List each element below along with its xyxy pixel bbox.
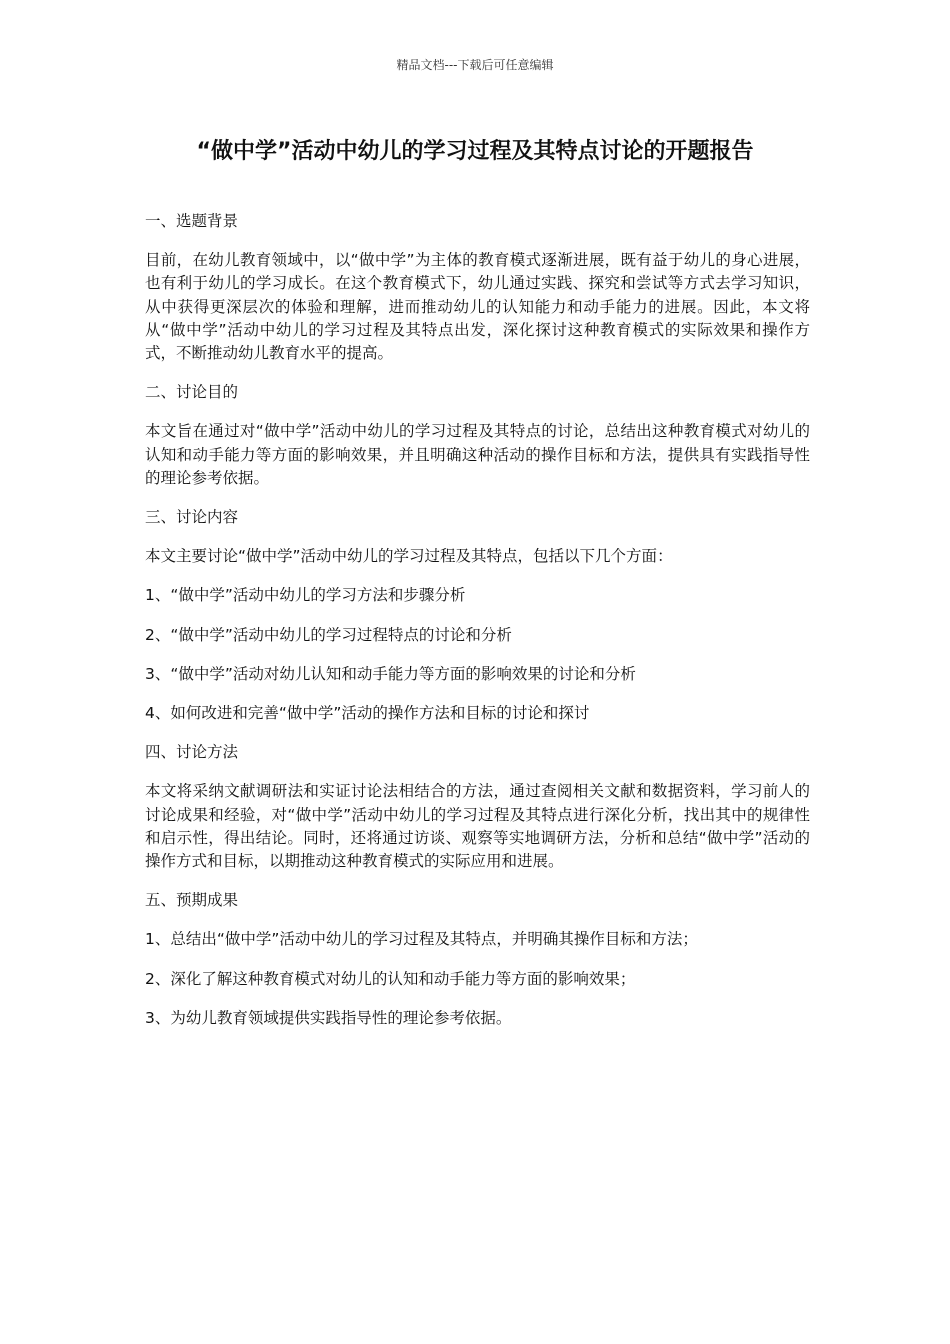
- document-body: [145, 210, 810, 1046]
- list-item: 1、“做中学”活动中幼儿的学习方法和步骤分析: [145, 586, 466, 605]
- list-item: 2、深化了解这种教育模式对幼儿的认知和动手能力等方面的影响效果；: [145, 969, 636, 988]
- document-title: “做中学”活动中幼儿的学习过程及其特点讨论的开题报告: [196, 139, 754, 164]
- header-note: 精品文档---下载后可任意编辑: [396, 58, 554, 72]
- section-heading-outcomes: 五、预期成果: [145, 891, 239, 910]
- section-heading-content: 三、讨论内容: [145, 508, 239, 527]
- section-paragraph-background: 目前，在幼儿教育领域中，以“做中学”为主体的教育模式逐渐进展，既有益于幼儿的身心进展，也有利于幼儿的学习成长。在这个教育模式下，幼儿通过实践、探究和尝试等方式去学习知识，从中获得更深层次的体验和理解，进而推动幼儿的认知能力和动手能力的进展。因此，本文将从“做中学”活动中幼儿的学习过程及其特点出发，深化探讨这种教育模式的实际效果和操作方式，不断推动幼儿教育水平的提高。: [145, 251, 810, 363]
- section-paragraph-method: 本文将采纳文献调研法和实证讨论法相结合的方法，通过查阅相关文献和数据资料，学习前人的讨论成果和经验，对“做中学”活动中幼儿的学习过程及其特点进行深化分析，找出其中的规律性和启示性，得出结论。同时，还将通过访谈、观察等实地调研方法，分析和总结“做中学”活动的操作方式和目标，以期推动这种教育模式的实际应用和进展。: [145, 782, 810, 871]
- list-item: 4、如何改进和完善“做中学”活动的操作方法和目标的讨论和探讨: [145, 704, 590, 723]
- section-heading-method: 四、讨论方法: [145, 743, 239, 762]
- list-item: 1、总结出“做中学”活动中幼儿的学习过程及其特点，并明确其操作目标和方法；: [145, 930, 698, 949]
- section-paragraph-purpose: 本文旨在通过对“做中学”活动中幼儿的学习过程及其特点的讨论，总结出这种教育模式对幼儿的认知和动手能力等方面的影响效果，并且明确这种活动的操作目标和方法，提供具有实践指导性的理论参考依据。: [145, 422, 810, 487]
- list-item: 3、为幼儿教育领域提供实践指导性的理论参考依据。: [145, 1008, 512, 1027]
- section-heading-purpose: 二、讨论目的: [145, 383, 239, 402]
- section-heading-background: 一、选题背景: [145, 212, 239, 230]
- section-paragraph-content-intro: 本文主要讨论“做中学”活动中幼儿的学习过程及其特点，包括以下几个方面：: [145, 547, 673, 566]
- list-item: 3、“做中学”活动对幼儿认知和动手能力等方面的影响效果的讨论和分析: [145, 664, 636, 683]
- list-item: 2、“做中学”活动中幼儿的学习过程特点的讨论和分析: [145, 625, 512, 644]
